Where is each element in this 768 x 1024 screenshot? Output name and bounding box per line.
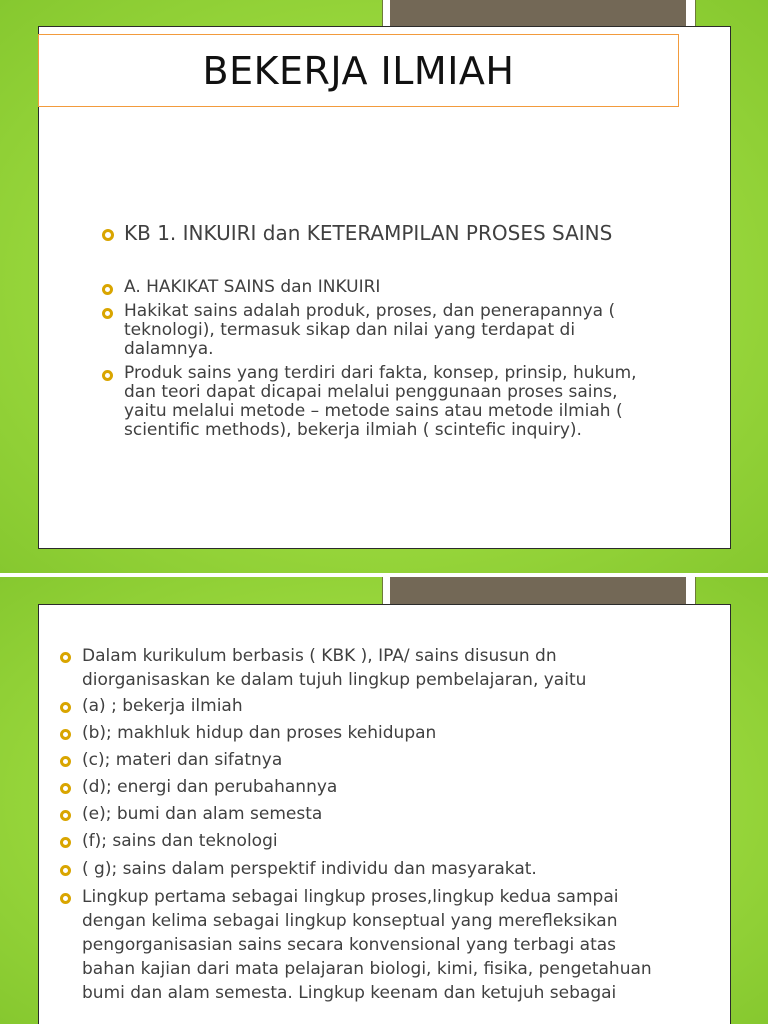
bullet-text: A. HAKIKAT SAINS dan INKUIRI <box>124 277 381 297</box>
bullet-text: Lingkup pertama sebagai lingkup proses,lingkup kedua sampai dengan kelima sebagai lingkup konseptual yang merefleksikan pengorganisasian sains secara konvensional yang terbagi atas bahan kajian dari mata pelajaran biologi, kimi, fisika, pengetahuan bumi dan alam semesta. Lingkup keenam dan ketujuh sebagai <box>82 887 652 1003</box>
bullet-icon <box>102 308 113 319</box>
bullet-icon <box>60 756 71 767</box>
bullet-icon <box>60 652 71 663</box>
bullet-text: (a) ; bekerja ilmiah <box>82 696 243 716</box>
list-item <box>60 857 660 881</box>
bullet-text: ( g); sains dalam perspektif individu dan masyarakat. <box>82 859 537 879</box>
bullet-icon <box>60 729 71 740</box>
list-item <box>60 775 660 799</box>
list-item <box>102 364 662 440</box>
bullet-icon <box>102 229 114 241</box>
bullet-icon <box>60 783 71 794</box>
bullet-text: Produk sains yang terdiri dari fakta, konsep, prinsip, hukum, dan teori dapat dicapai melalui penggunaan proses sains, yaitu melalui metode – metode sains atau metode ilmiah ( scientific methods), bekerja ilmiah ( scintefic inquiry). <box>124 363 637 440</box>
bullet-icon <box>60 702 71 713</box>
bullet-icon <box>60 837 71 848</box>
list-item <box>60 748 660 772</box>
list-item <box>60 694 660 718</box>
bullet-icon <box>60 810 71 821</box>
bullet-text: (b); makhluk hidup dan proses kehidupan <box>82 723 437 743</box>
bullet-text: (e); bumi dan alam semesta <box>82 804 323 824</box>
bullet-text: (c); materi dan sifatnya <box>82 750 283 770</box>
body-list <box>102 278 662 440</box>
bullet-icon <box>60 865 71 876</box>
bullet-text: (f); sains dan teknologi <box>82 831 278 851</box>
heading-bullet-text: KB 1. INKUIRI dan KETERAMPILAN PROSES SAINS <box>124 221 613 245</box>
bullet-text: Hakikat sains adalah produk, proses, dan penerapannya ( teknologi), termasuk sikap dan nilai yang terdapat di dalamnya. <box>124 301 616 359</box>
bullet-text: (d); energi dan perubahannya <box>82 777 338 797</box>
heading-list <box>102 220 682 246</box>
list-item <box>60 644 660 692</box>
list-item <box>60 802 660 826</box>
list-item <box>102 278 662 297</box>
title-box <box>38 34 679 107</box>
bullet-icon <box>60 893 71 904</box>
list-item <box>60 721 660 745</box>
list-item <box>60 885 660 1005</box>
bullet-text: Dalam kurikulum berbasis ( KBK ), IPA/ sains disusun dn diorganisaskan ke dalam tujuh lingkup pembelajaran, yaitu <box>82 646 587 690</box>
slide-title: BEKERJA ILMIAH <box>202 48 515 93</box>
body-list <box>60 644 660 1005</box>
list-item <box>60 829 660 853</box>
bullet-icon <box>102 370 113 381</box>
list-item <box>102 302 662 359</box>
heading-bullet-item <box>102 220 682 246</box>
bullet-icon <box>102 284 113 295</box>
slide-2 <box>0 577 768 1024</box>
